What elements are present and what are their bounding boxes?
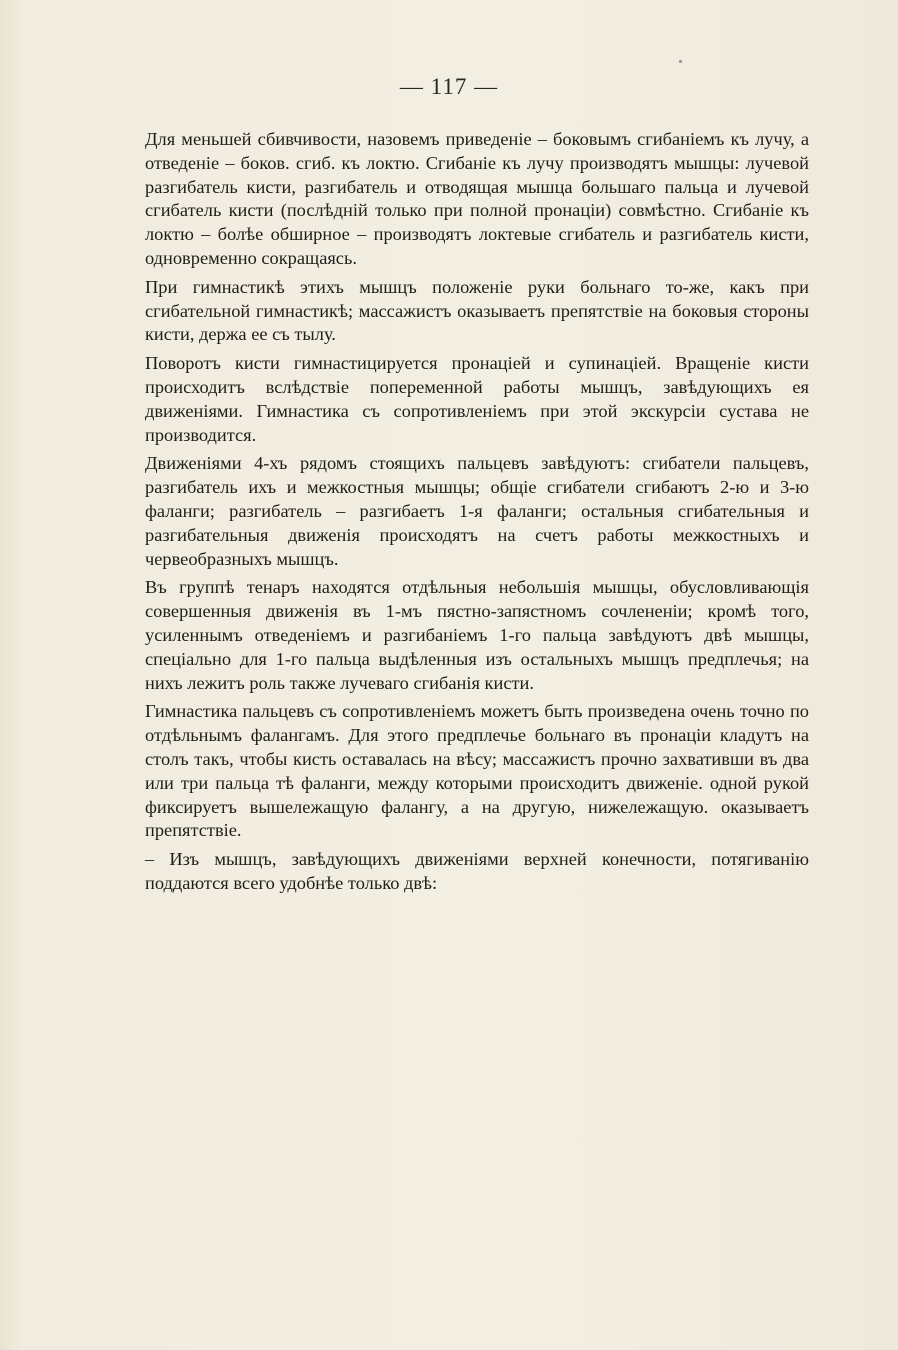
body-text (145, 128, 809, 901)
paragraph: Для меньшей сбивчивости, назовемъ приведенiе – боковымъ сгибанiемъ къ лучу, а отведенiе – боков. сгиб. къ локтю. Сгибанiе къ лучу производятъ мышцы: лучевой разгибатель кисти, разгибатель и отводящая мышца большаго пальца и лучевой сгибатель кисти (послѣднiй только при полной пронацiи) совмѣстно. Сгибанiе къ локтю – болѣе обширное – производятъ локтевые сгибатель и разгибатель кисти, одновременно сокращаясь. (145, 129, 809, 268)
paper-speck (679, 60, 682, 63)
paragraph: Гимнастика пальцевъ съ сопротивленiемъ можетъ быть произведена очень точно по отдѣльнымъ фалангамъ. Для этого предплечье больнаго въ пронацiи кладутъ на столъ такъ, чтобы кисть оставалась на вѣсу; массажистъ прочно захвативши въ два или три пальца тѣ фаланги, между которыми происходитъ движенiе. одной рукой фиксируетъ вышележащую фалангу, а на другую, нижележащую. оказываетъ препятствiе. (145, 701, 809, 841)
paragraph: Поворотъ кисти гимнастицируется пронацiей и супинацiей. Вращенiе кисти происходитъ вслѣдствiе попеременной работы мышцъ, завѣдующихъ ея движенiями. Гимнастика съ сопротивленiемъ при этой экскурсiи сустава не производится. (145, 353, 809, 445)
paragraph: Въ группѣ тенаръ находятся отдѣльныя небольшiя мышцы, обусловливающiя совершенныя движенiя въ 1-мъ пястно-запястномъ сочлененiи; кромѣ того, усиленнымъ отведенiемъ и разгибанiемъ 1-го пальца завѣдуютъ двѣ мышцы, спецiально для 1-го пальца выдѣленныя изъ остальныхъ мышцъ предплечья; на нихъ лежитъ роль также лучеваго сгибанiя кисти. (145, 577, 809, 693)
paragraph: – Изъ мышцъ, завѣдующихъ движенiями верхней конечности, потягиванiю поддаются всего удобнѣе только двѣ: (145, 849, 809, 893)
page-number: — 117 — (399, 74, 499, 99)
paragraph: При гимнастикѣ этихъ мышцъ положенiе руки больнаго то-же, какъ при сгибательной гимнастикѣ; массажистъ оказываетъ препятствiе на боковыя стороны кисти, держа ее съ тылу. (145, 276, 809, 345)
paragraph: Движенiями 4-хъ рядомъ стоящихъ пальцевъ завѣдуютъ: сгибатели пальцевъ, разгибатель ихъ и межкостныя мышцы; общiе сгибатели сгибаютъ 2-ю и 3-ю фаланги; разгибатель – разгибаетъ 1-я фаланги; остальныя сгибательныя и разгибательныя движенiя происходятъ на счетъ работы межкостныхъ и червеобразныхъ мышцъ. (145, 453, 809, 569)
